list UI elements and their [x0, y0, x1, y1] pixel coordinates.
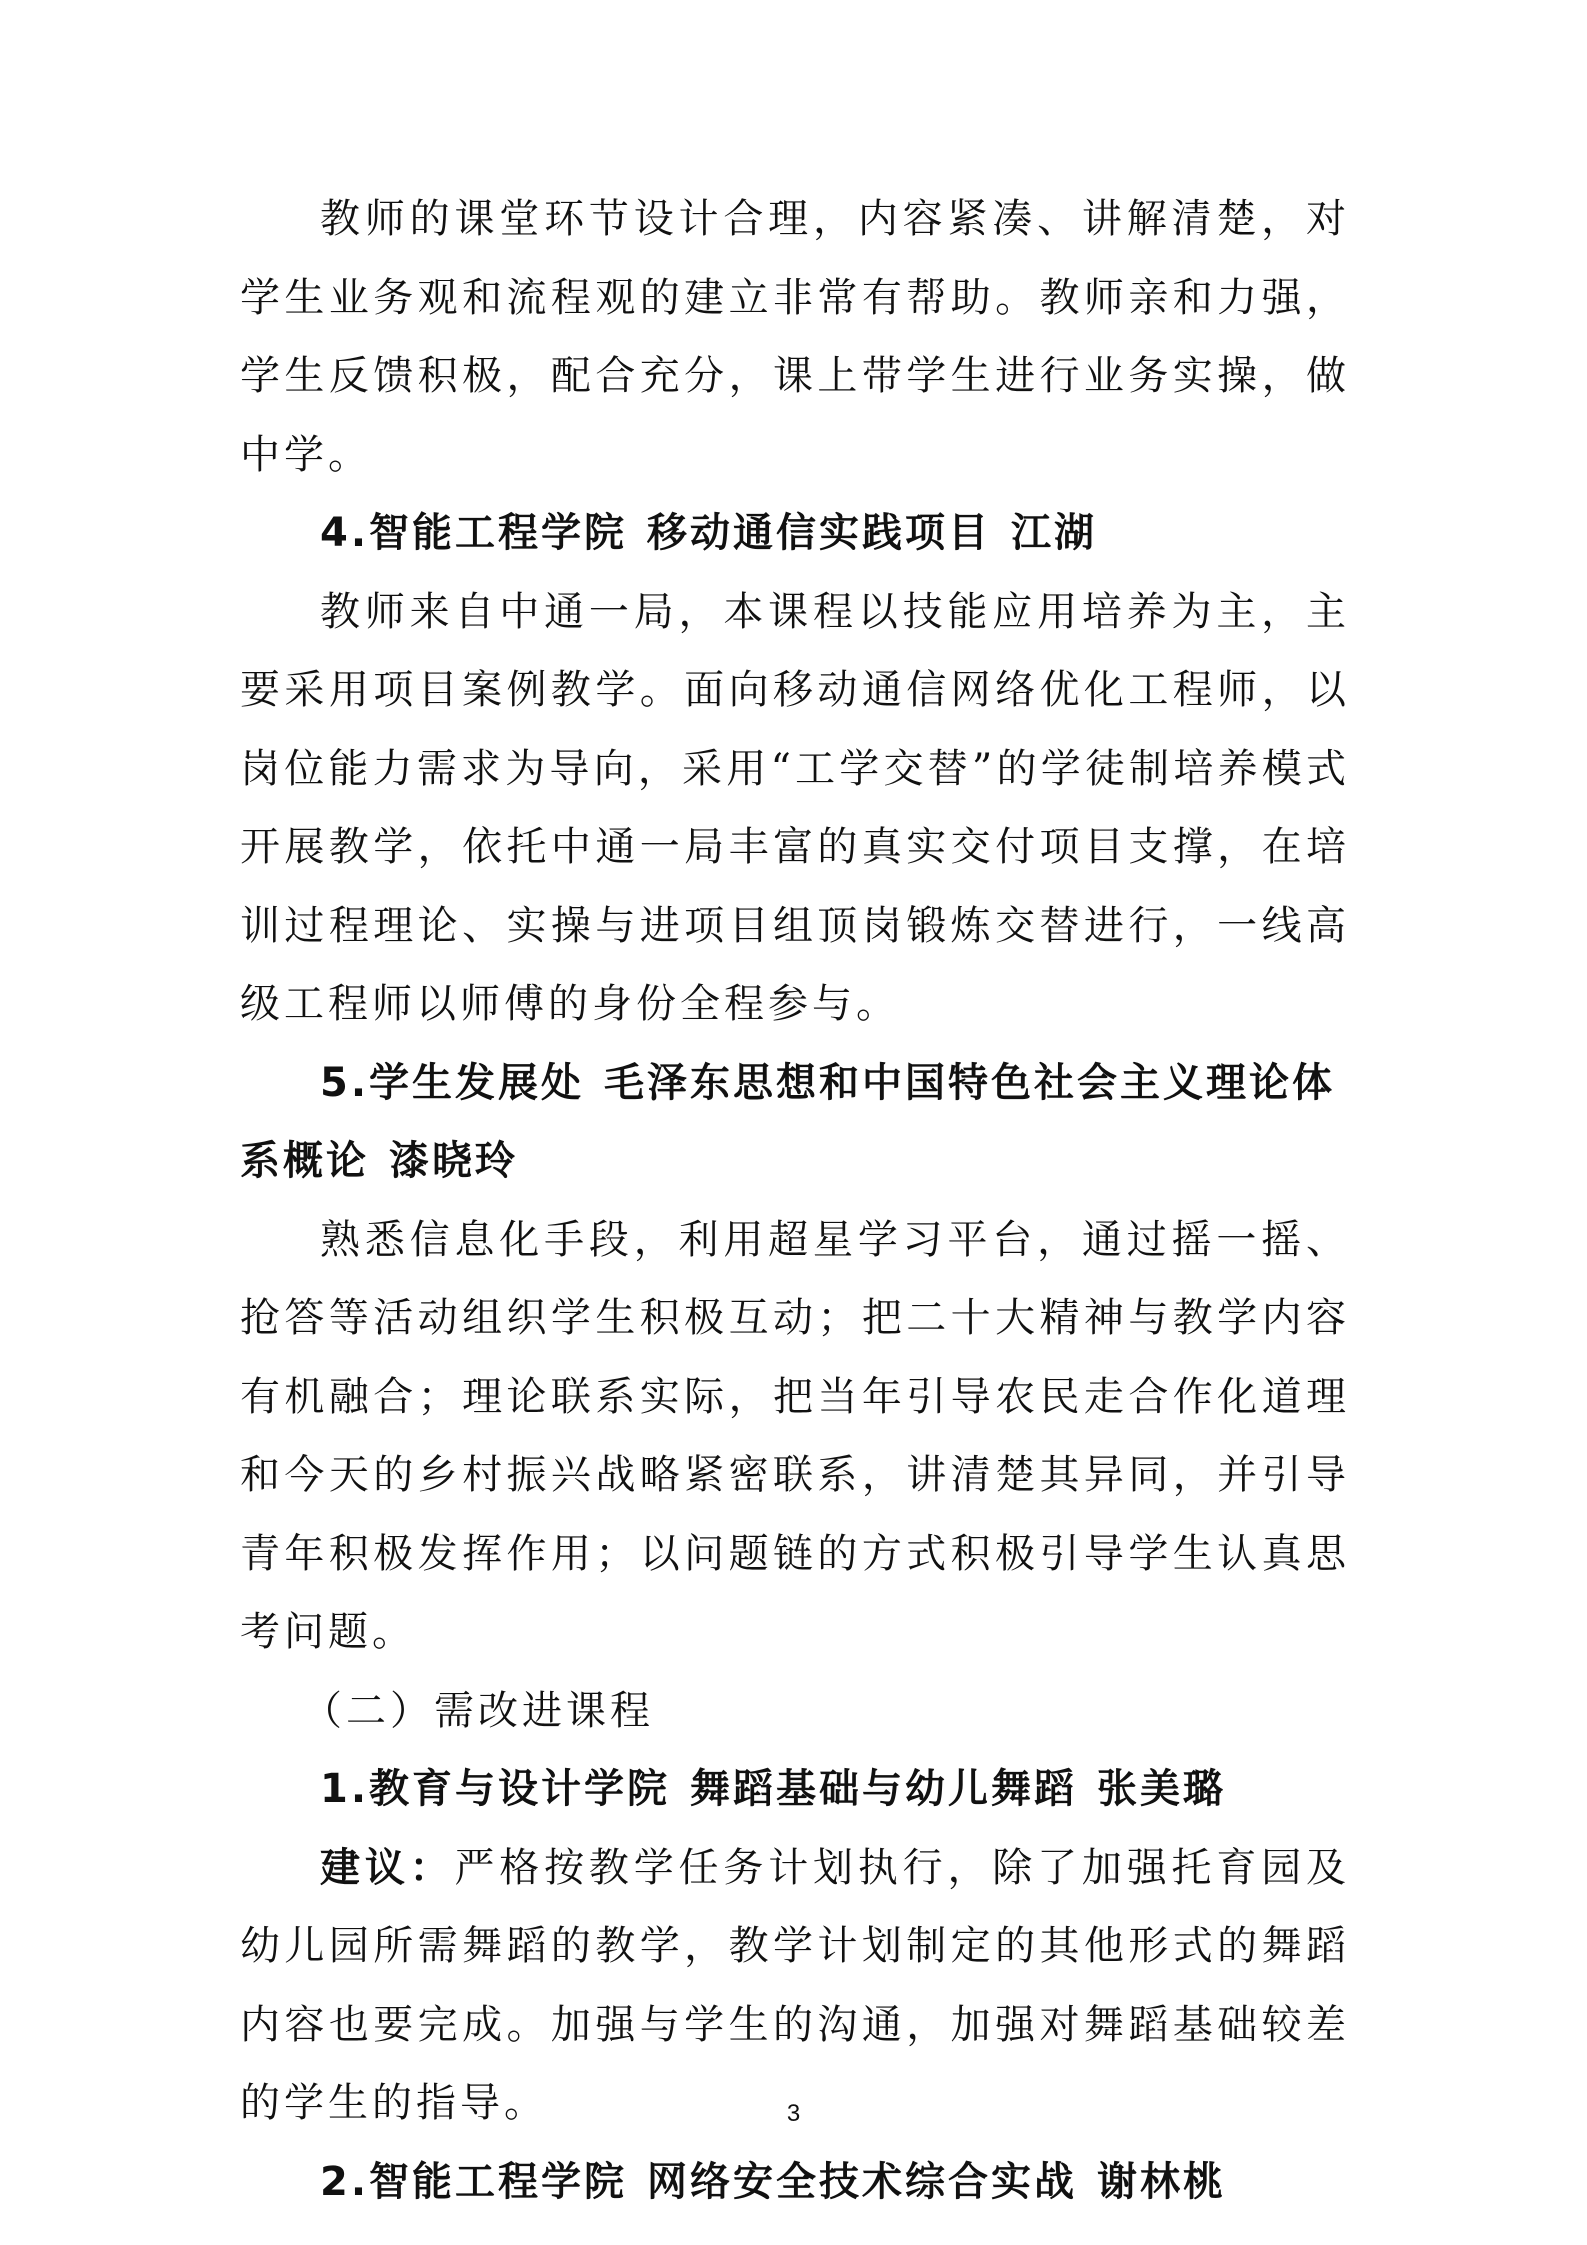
suggestion-text: 严格按教学任务计划执行，除了加强托育园及幼儿园所需舞蹈的教学，教学计划制定的其他形式的舞蹈内容也要完成。加强与学生的沟通，加强对舞蹈基础较差的学生的指导。: [240, 1844, 1351, 2126]
heading-course: 移动通信实践项目: [647, 510, 992, 556]
heading-teacher: 谢林桃: [1097, 2158, 1227, 2205]
course-heading-4: [240, 494, 1350, 573]
heading-teacher: 张美璐: [1097, 1766, 1227, 1812]
heading-teacher: 江湖: [1011, 510, 1098, 556]
paragraph-evaluation-5: 熟悉信息化手段，利用超星学习平台，通过摇一摇、抢答等活动组织学生积极互动；把二十大精神与教学内容有机融合；理论联系实际，把当年引导农民走合作化道理和今天的乡村振兴战略紧密联系，讲清楚其异同，并引导青年积极发挥作用；以问题链的方式积极引导学生认真思考问题。: [240, 1216, 1350, 1655]
heading-teacher: 漆晓玲: [389, 1138, 518, 1184]
paragraph-evaluation-3: 教师的课堂环节设计合理，内容紧凑、讲解清楚，对学生业务观和流程观的建立非常有帮助。教师亲和力强，学生反馈积极，配合充分，课上带学生进行业务实操，做中学。: [240, 196, 1350, 478]
heading-unit: 智能工程学院: [369, 2158, 628, 2205]
heading-number: 2.: [320, 2158, 370, 2205]
suggestion-label: 建议：: [320, 1844, 455, 1891]
heading-unit: 学生发展处: [369, 1059, 585, 1106]
heading-unit: 教育与设计学院: [369, 1766, 671, 1812]
paragraph-evaluation-4: 教师来自中通一局，本课程以技能应用培养为主，主要采用项目案例教学。面向移动通信网络优化工程师，以岗位能力需求为导向，采用“工学交替”的学徒制培养模式开展教学，依托中通一局丰富的真实交付项目支撑，在培训过程理论、实操与进项目组顶岗锻炼交替进行，一线高级工程师以师傅的身份全程参与。: [240, 588, 1350, 1027]
heading-number: 5.: [320, 1059, 370, 1106]
section-heading-needs-improvement: （二）需改进课程: [302, 1687, 654, 1734]
heading-course: 毛泽东思想和中国特色社会主义理论体系概论: [240, 1059, 1336, 1184]
heading-course: 舞蹈基础与幼儿舞蹈: [690, 1766, 1078, 1812]
course-heading-improve-1: [240, 1750, 1350, 1829]
heading-number: 1.: [320, 1766, 370, 1812]
paragraph-suggestion-1: [240, 1829, 1350, 2143]
heading-number: 4.: [320, 510, 370, 556]
document-body: [240, 180, 1350, 2221]
course-heading-improve-2: [240, 2143, 1350, 2222]
course-heading-5: [240, 1044, 1350, 1201]
page-number: 3: [786, 2100, 801, 2127]
heading-course: 网络安全技术综合实战: [647, 2158, 1078, 2205]
heading-unit: 智能工程学院: [369, 510, 628, 556]
